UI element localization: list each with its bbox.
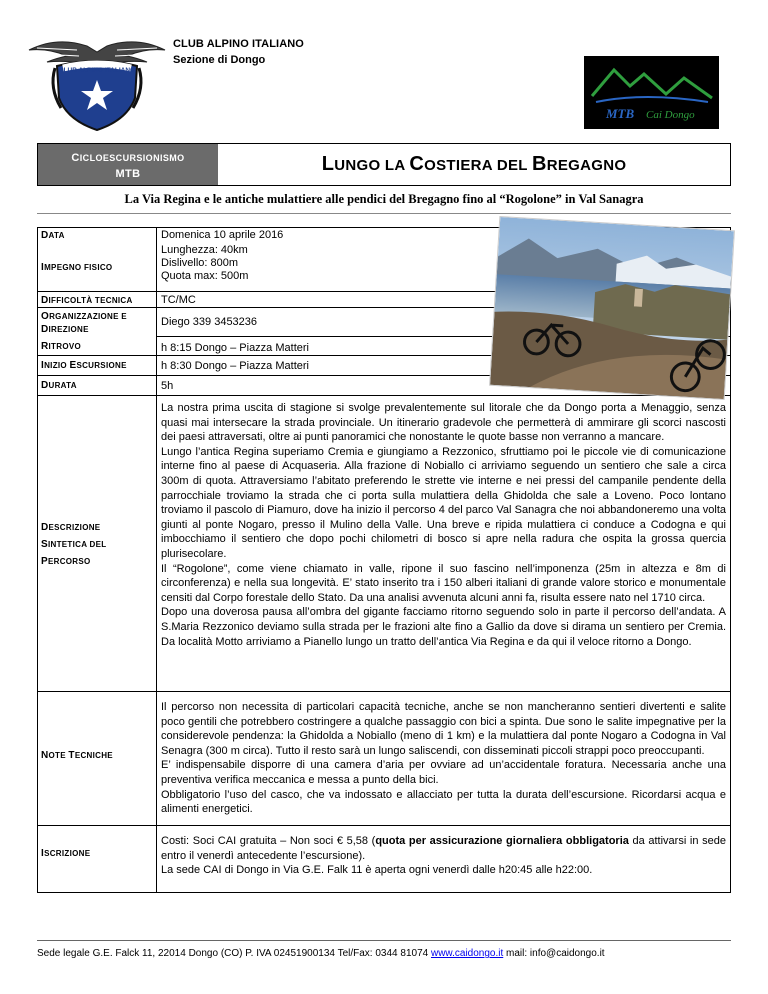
title-rest: UNGO LA bbox=[334, 157, 410, 174]
title-cap: C bbox=[409, 153, 425, 175]
value-iscrizione bbox=[157, 826, 730, 892]
label-note: NOTE TECNICHE bbox=[38, 692, 157, 825]
label-ritrovo: RITROVO bbox=[38, 336, 157, 355]
value-ritrovo: h 8:15 Dongo – Piazza Matteri bbox=[157, 336, 730, 355]
lake-bikes-photo bbox=[489, 216, 735, 400]
note-paragraph: Il percorso non necessita di particolari capacità tecniche, anche se non mancheranno sentieri divertenti e salite poco gentili che potrebbero costringere a qualche passaggio con bici a spinta. Due sono le salite impegnative per la considerevole pendenza: la Ghidolda a Nobiallo (meno di 1 km) e la mulattiera dal ponte Nogaro a Codogna in Val Senagra (300 m circa). Tutto il resto sarà un lungo saliscendi, con disseminati piccoli strappi poco preoccupanti. bbox=[161, 701, 726, 757]
footer-text: Sede legale G.E. Falck 11, 22014 Dongo (CO) P. IVA 02451900134 Tel/Fax: 0344 81074 bbox=[37, 948, 431, 959]
value-difficolta: TC/MC bbox=[161, 294, 196, 306]
desc-paragraph: Dopo una doverosa pausa all’ombra del gigante facciamo ritorno seguendo solo in parte il percorso dell’andata. A S.Maria Rezzonico deviamo sulla strada per le frazioni alte fino a Gallio da dove si dirama un sentiero per Cremia. Da località Motto arriviamo a Pianello lungo un tratto dell’antica Via Regina e da qui il veloce ritorno a Dongo. bbox=[161, 606, 726, 648]
label-impegno: IMPEGNO FISICO bbox=[38, 242, 157, 291]
note-paragraph: Obbligatorio l’uso del casco, che va indossato e allacciato per tutta la durata dell’escursione. Ricordarsi acqua e alimenti energetici. bbox=[161, 788, 726, 816]
category-rest: ICLOESCURSIONISMO bbox=[79, 153, 185, 163]
value-data: Domenica 10 aprile 2016 bbox=[161, 229, 284, 241]
iscrizione-hours: La sede CAI di Dongo in Via G.E. Falk 11 è aperta ogni venerdì dalle h20:45 alle h22:00. bbox=[161, 864, 593, 877]
event-title bbox=[218, 144, 730, 185]
value-impegno: Lunghezza: 40km Dislivello: 800m Quota max: 500m bbox=[161, 244, 249, 282]
svg-text:CLUB ALPINO ITALIANO: CLUB ALPINO ITALIANO bbox=[58, 67, 136, 74]
value-note bbox=[157, 692, 730, 825]
footer bbox=[37, 948, 731, 959]
cai-eagle-logo bbox=[27, 28, 167, 132]
svg-text:MTB: MTB bbox=[606, 106, 635, 121]
org-name: CLUB ALPINO ITALIANO bbox=[173, 38, 304, 50]
label-organizzazione: ORGANIZZAZIONE E DIREZIONE bbox=[38, 308, 157, 340]
label-inizio: INIZIO ESCURSIONE bbox=[38, 356, 157, 375]
row-descrizione bbox=[38, 396, 730, 692]
website-link[interactable]: www.caidongo.it bbox=[430, 948, 504, 959]
iscrizione-costs: Costi: Soci CAI gratuita – Non soci € 5,58 (quota per assicurazione giornaliera obbligatoria da attivarsi in sede entro il venerdì antecedente l’escursione). bbox=[161, 835, 726, 862]
category-label bbox=[38, 144, 218, 185]
desc-paragraph: La nostra prima uscita di stagione si svolge prevalentemente sul litorale che da Dongo porta a Menaggio, senza quasi mai intersecare la strada provinciale. Un itinerario gradevole che permetterà di ammirare gli scorci nascosti dei paesi attraversati, oltre ai punti panoramici che nonostante le quote basse non verranno a mancare. bbox=[161, 402, 726, 444]
title-cap: B bbox=[531, 153, 547, 175]
label-data: DATA bbox=[38, 228, 157, 244]
row-note bbox=[38, 692, 730, 826]
event-subtitle: La Via Regina e le antiche mulattiere alle pendici del Bregagno fino al “Rogolone” in Val Sanagra bbox=[124, 192, 644, 206]
footer-mail: mail: info@caidongo.it bbox=[503, 948, 605, 959]
org-header bbox=[173, 38, 304, 66]
org-section: Sezione di Dongo bbox=[173, 54, 266, 66]
desc-paragraph: Lungo l’antica Regina superiamo Cremia e giungiamo a Rezzonico, sfruttiamo poi le piccole vie di comunicazione interne fino al paese di Acquaseria. Alla frazione di Nobiallo ci arriviamo seguendo un sentiero che sale a circa 300m di quota. Attraversiamo l’abitato preferendo le strette vie interne e nei pressi del campanile pendente della parrocchiale troviamo la strada che ci porta sulla mulattiera della Ghidolda che sale a Loveno. Poco lontano troviamo il pascolo di Piamuro, dove ha inizio il percorso 4 del parco Val Sanagra che noi abbandoneremo una volta giunti al ponte Nogaro, presso il Mulino della Valle. Una breve e ripida mulattiera ci conduce a Codogna e qui imbocchiamo il sentiero che dopo pochi chilometri di bosco si apre nella radura che ospita la grossa quercia plurisecolare. bbox=[161, 445, 726, 560]
row-iscrizione bbox=[38, 826, 730, 892]
title-rest: REGAGNO bbox=[546, 157, 627, 174]
value-inizio: h 8:30 Dongo – Piazza Matteri bbox=[161, 360, 309, 372]
label-descrizione: DESCRIZIONE SINTETICA DEL PERCORSO bbox=[38, 396, 157, 691]
value-organizzazione: Diego 339 3453236 bbox=[161, 316, 258, 328]
label-durata: DURATA bbox=[38, 376, 157, 395]
label-difficolta: DIFFICOLTÀ TECNICA bbox=[38, 292, 157, 307]
value-durata: 5h bbox=[161, 380, 174, 392]
note-paragraph: E’ indispensabile disporre di una camera d’aria per ovviare ad un’accidentale foratura. Necessaria anche una preventiva verifica meccanica e messa a punto della bici. bbox=[161, 759, 726, 786]
svg-text:Cai Dongo: Cai Dongo bbox=[646, 109, 695, 121]
desc-paragraph: Il “Rogolone”, come viene chiamato in valle, ripone il suo fascino nell’imponenza (25m in altezza e 8m di circonferenza) e nella sua longevità. E’ stato inserito tra i 150 alberi italiani di grande valore storico e monumentale censiti dal Corpo forestale dello Stato. Da una analisi avvenuta alcuni anni fa, risulta essere nato nel 1710 circa. bbox=[161, 562, 726, 604]
footer-divider bbox=[37, 940, 731, 941]
category-line1 bbox=[38, 150, 218, 166]
title-rest: OSTIERA DEL bbox=[424, 157, 532, 174]
title-bar bbox=[37, 143, 731, 186]
mtb-cai-dongo-logo bbox=[584, 56, 719, 129]
category-cap: C bbox=[71, 152, 80, 164]
value-descrizione bbox=[157, 396, 730, 691]
title-cap: L bbox=[321, 153, 335, 175]
label-iscrizione: ISCRIZIONE bbox=[38, 826, 157, 892]
subtitle-divider bbox=[37, 213, 731, 214]
category-line2: MTB bbox=[115, 168, 141, 180]
